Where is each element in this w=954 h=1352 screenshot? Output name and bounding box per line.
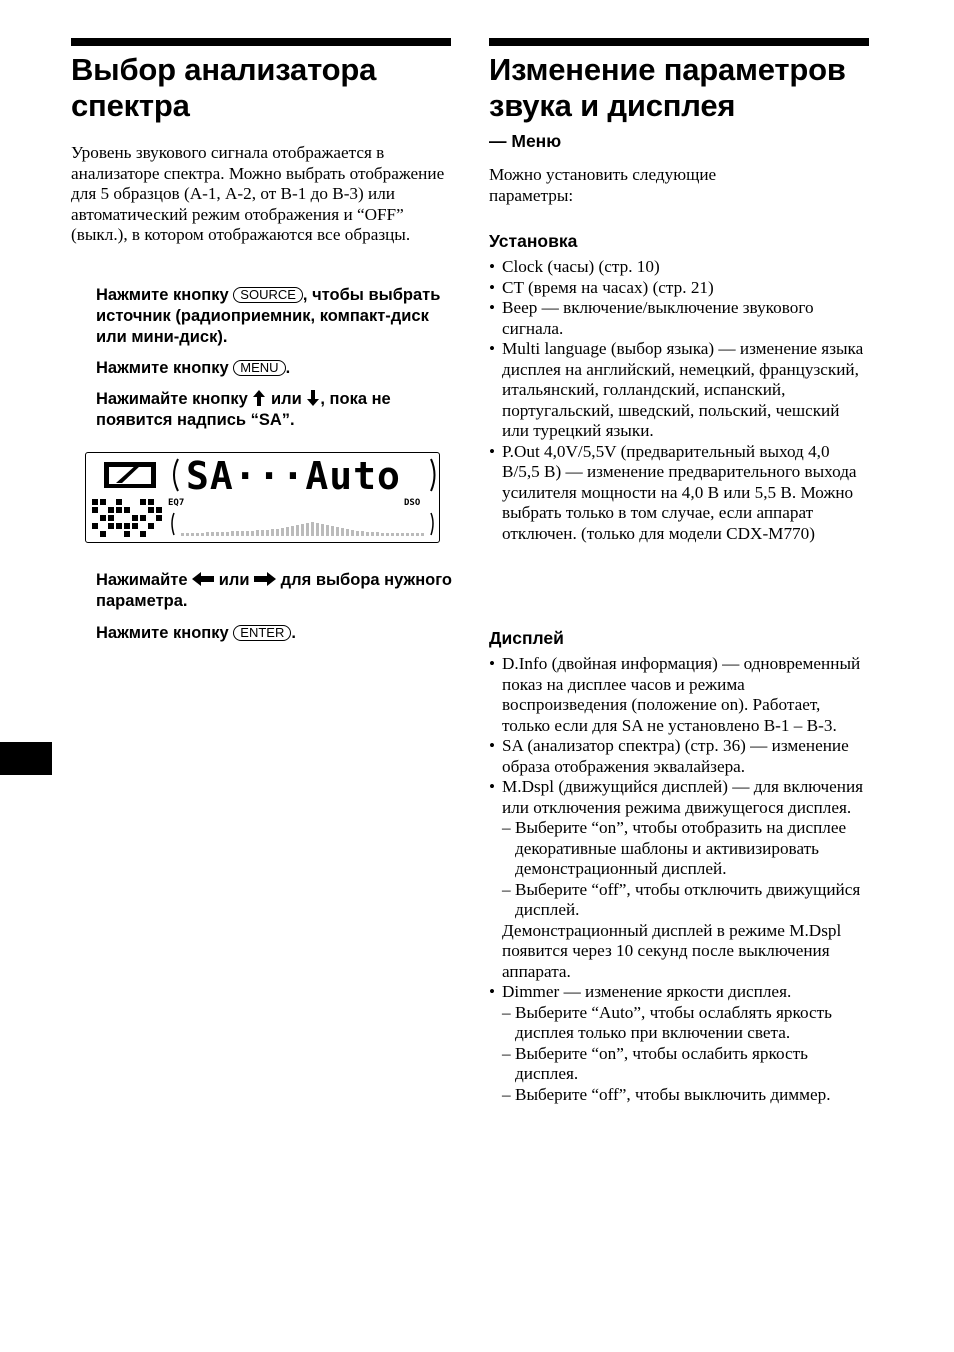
left-page-title xyxy=(71,52,461,124)
step-1 xyxy=(96,285,456,348)
step-2-tail: . xyxy=(285,359,291,377)
lcd-display-illustration xyxy=(85,452,440,543)
sub-item: – Выберите “Auto”, чтобы ослаблять яркость дисплея только при включении света. xyxy=(502,1002,833,1042)
left-title-line1: Выбор анализатора xyxy=(71,52,377,87)
right-page-title xyxy=(489,52,889,124)
source-key: SOURCE xyxy=(233,287,303,303)
arrow-left-icon xyxy=(192,571,214,587)
lcd-segments xyxy=(86,453,439,542)
lcd-main-text: SA···Auto xyxy=(186,454,401,498)
menu-label: — Меню xyxy=(489,131,562,151)
dso-label: DSO xyxy=(404,498,421,508)
step-3-or: или xyxy=(270,390,302,408)
list-item: • Beep — включение/выключение звукового сигнала. xyxy=(489,298,814,338)
spectrum-bars xyxy=(181,522,424,536)
setup-heading: Установка xyxy=(489,231,578,251)
list-item: • D.Info (двойная информация) — одновременный показ на дисплее часов и режима воспроизведения (положение on). Работает, только если для SA не установлено В-1 – В-3. xyxy=(489,654,861,735)
sub-item: – Выберите “off”, чтобы отключить движущийся дисплей. xyxy=(502,879,861,919)
list-item: • Multi language (выбор языка) — изменение языка дисплея на английский, немецкий, французский, итальянский, голландский, испанский, португальский, шведский, польский, чешский или турецкий языки. xyxy=(489,339,864,440)
step-4-or: или xyxy=(218,571,250,589)
right-title-line2: звука и дисплея xyxy=(489,88,736,123)
sub-item: – Выберите “off”, чтобы выключить диммер. xyxy=(502,1084,831,1104)
eq7-label: EQ7 xyxy=(168,498,185,508)
step-4 xyxy=(96,570,456,612)
menu-key: MENU xyxy=(233,360,285,376)
step-2-text: Нажмите кнопку xyxy=(96,359,229,377)
sub-item: – Выберите “on”, чтобы отобразить на дисплее декоративные шаблоны и активизировать демонстрационный дисплей. xyxy=(502,818,847,878)
setup-list xyxy=(489,257,869,544)
settings-intro: Можно установить следующие параметры: xyxy=(489,165,717,205)
step-5 xyxy=(96,623,456,644)
note: Демонстрационный дисплей в режиме M.Dspl появится через 10 секунд после выключения аппарата. xyxy=(502,920,842,981)
disc-number-icon xyxy=(104,462,156,488)
step-3 xyxy=(96,389,456,431)
step-4-tail: для выбора нужного параметра. xyxy=(96,571,452,610)
list-item: • SA (анализатор спектра) (стр. 36) — изменение образа отображения эквалайзера. xyxy=(489,736,849,776)
arrow-up-icon xyxy=(252,390,266,406)
left-title-line2: спектра xyxy=(71,88,190,123)
sub-item: – Выберите “on”, чтобы ослабить яркость дисплея. xyxy=(502,1043,808,1083)
left-title-rule xyxy=(71,38,451,46)
step-1-text: Нажмите кнопку xyxy=(96,286,229,304)
step-3-tail: , пока не появится надпись “SA”. xyxy=(96,390,391,429)
list-item: • Clock (часы) (стр. 10) xyxy=(489,257,660,276)
section-tab-marker xyxy=(0,742,52,775)
list-item: • Dimmer — изменение яркости дисплея. – Выберите “Auto”, чтобы ослаблять яркость дисплея только при включении света. – Выберите “on”, чтобы ослабить яркость дисплея. – Выберите “off”, чтобы выключить диммер. xyxy=(489,982,869,1105)
step-5-text: Нажмите кнопку xyxy=(96,624,229,642)
arrow-right-icon xyxy=(254,571,276,587)
spectrum-pattern-icon xyxy=(92,499,162,537)
list-item: • CT (время на часах) (стр. 21) xyxy=(489,277,714,297)
step-3-text: Нажимайте кнопку xyxy=(96,390,248,408)
enter-key: ENTER xyxy=(233,625,291,641)
display-list xyxy=(489,654,869,1105)
step-5-tail: . xyxy=(291,624,296,642)
right-title-line1: Изменение параметров xyxy=(489,52,846,87)
arrow-down-icon xyxy=(306,390,320,406)
step-4-text: Нажимайте xyxy=(96,571,188,589)
list-item: • P.Out 4,0V/5,5V (предварительный выход 4,0 В/5,5 В) — изменение предварительного выхода усилителя мощности на 4,0 В или 5,5 В. Можно выбрать только в том случае, если аппарат отключен. (только для модели CDX-M770) xyxy=(489,441,857,543)
right-title-rule xyxy=(489,38,869,46)
step-1-tail: , чтобы выбрать источник (радиоприемник, компакт-диск или мини-диск). xyxy=(96,286,441,346)
display-heading: Дисплей xyxy=(489,628,564,648)
step-2 xyxy=(96,358,456,379)
spectrum-intro: Уровень звукового сигнала отображается в анализаторе спектра. Можно выбрать отображение для 5 образцов (А-1, А-2, от В-1 до В-3) или автоматический режим отображения и “OFF” (выкл.), в котором отображаются все образцы. xyxy=(71,143,445,244)
list-item: • M.Dspl (движущийся дисплей) — для включения или отключения режима движущегося дисплея. – Выберите “on”, чтобы отобразить на дисплее декоративные шаблоны и активизировать демонстрационный дисплей. – Выберите “off”, чтобы отключить движущийся дисплей. Демонстрационный дисплей в режиме M.Dspl появится через 10 секунд после выключения аппарата. xyxy=(489,777,869,982)
